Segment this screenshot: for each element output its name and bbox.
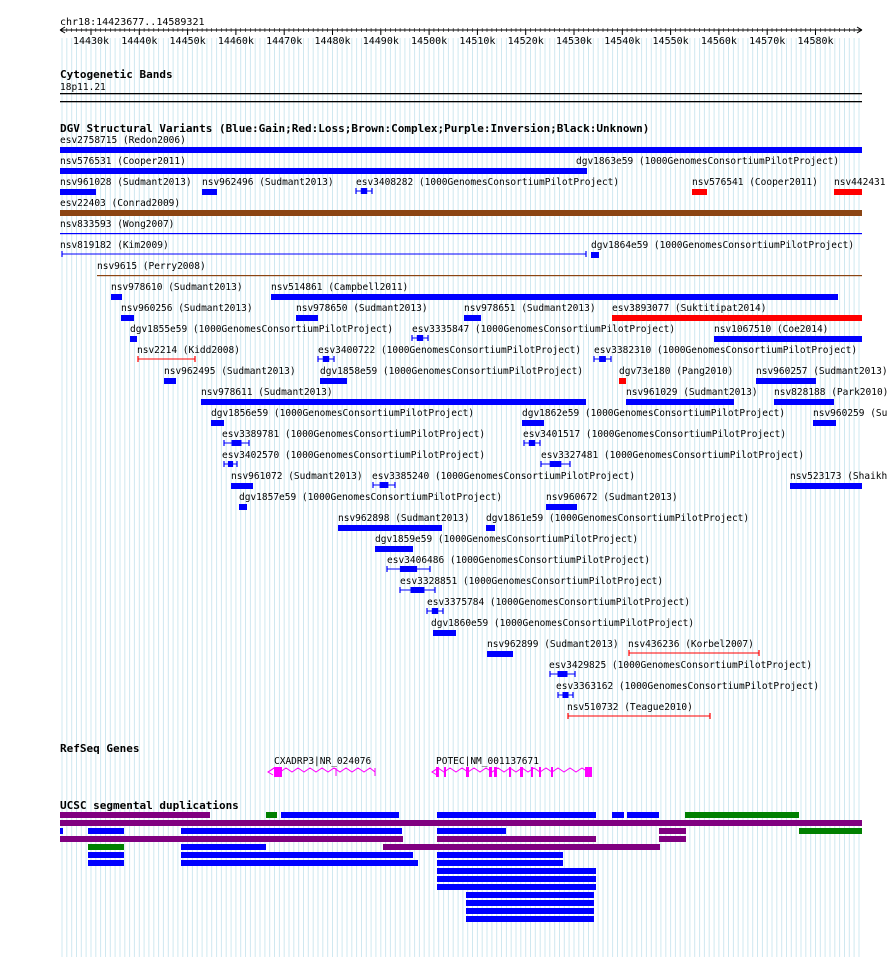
- refseq-exon: [539, 767, 541, 777]
- dgv-feature-label[interactable]: nsv576531 (Cooper2011): [60, 156, 186, 167]
- segdup-block[interactable]: [181, 860, 418, 866]
- segdup-block[interactable]: [437, 836, 596, 842]
- dgv-feature-label[interactable]: dgv1855e59 (1000GenomesConsortiumPilotProject): [130, 324, 394, 335]
- segdup-block[interactable]: [181, 828, 402, 834]
- cytoband-line-bottom: [60, 101, 862, 102]
- dgv-feature-core: [361, 188, 367, 194]
- dgv-feature-label[interactable]: nsv1067510 (Coe2014): [714, 324, 829, 335]
- dgv-feature-label[interactable]: nsv819182 (Kim2009): [60, 240, 169, 251]
- dgv-feature-block[interactable]: [487, 651, 513, 657]
- dgv-feature-block[interactable]: [296, 315, 318, 321]
- ruler-tick-label: 14500k: [411, 36, 448, 47]
- segdup-block[interactable]: [437, 828, 506, 834]
- dgv-feature-label[interactable]: esv3327481 (1000GenomesConsortiumPilotProject): [541, 450, 805, 461]
- dgv-feature-label[interactable]: nsv960672 (Sudmant2013): [546, 492, 678, 503]
- segdup-block[interactable]: [466, 892, 594, 898]
- dgv-feature-label[interactable]: esv3401517 (1000GenomesConsortiumPilotProject): [523, 429, 787, 440]
- segdup-block[interactable]: [181, 852, 413, 858]
- dgv-feature-block[interactable]: [338, 525, 442, 531]
- dgv-feature-label[interactable]: esv3328851 (1000GenomesConsortiumPilotProject): [400, 576, 664, 587]
- ruler-tick-label: 14460k: [217, 36, 254, 47]
- dgv-feature-block[interactable]: [612, 315, 862, 321]
- dgv-feature[interactable]: [431, 618, 694, 636]
- dgv-feature-block[interactable]: [231, 483, 253, 489]
- dgv-feature-block[interactable]: [774, 399, 834, 405]
- dgv-feature[interactable]: [546, 492, 678, 510]
- dgv-feature-label[interactable]: esv3408282 (1000GenomesConsortiumPilotProject): [356, 177, 620, 188]
- dgv-feature-core: [411, 587, 425, 593]
- dgv-feature[interactable]: [231, 471, 363, 489]
- segdup-block[interactable]: [466, 900, 594, 906]
- dgv-feature-label[interactable]: nsv442431: [834, 177, 886, 188]
- dgv-feature-block[interactable]: [239, 504, 247, 510]
- dgv-feature-label[interactable]: nsv510732 (Teague2010): [567, 702, 693, 713]
- refseq-exon: [274, 767, 282, 777]
- dgv-feature-label[interactable]: nsv2214 (Kidd2008): [137, 345, 240, 356]
- dgv-feature-block[interactable]: [111, 294, 122, 300]
- dgv-feature-label[interactable]: esv3429825 (1000GenomesConsortiumPilotProject): [549, 660, 813, 671]
- refseq-exon: [509, 767, 511, 777]
- dgv-feature-core: [558, 671, 568, 677]
- segdup-block[interactable]: [685, 812, 799, 818]
- dgv-feature-label[interactable]: dgv1858e59 (1000GenomesConsortiumPilotProject): [320, 366, 584, 377]
- dgv-feature-label[interactable]: esv3335847 (1000GenomesConsortiumPilotProject): [412, 324, 676, 335]
- segdup-block[interactable]: [799, 828, 862, 834]
- refseq-track-title[interactable]: RefSeq Genes: [60, 742, 140, 755]
- dgv-feature[interactable]: [523, 429, 786, 446]
- segdup-block[interactable]: [437, 884, 596, 890]
- segdup-block[interactable]: [88, 844, 124, 850]
- dgv-feature-block[interactable]: [790, 483, 862, 489]
- dgv-feature-label[interactable]: nsv978650 (Sudmant2013): [296, 303, 428, 314]
- segdup-block[interactable]: [659, 828, 686, 834]
- dgv-feature-core: [228, 461, 233, 467]
- refseq-exon: [489, 767, 492, 777]
- dgv-feature-block[interactable]: [60, 147, 862, 153]
- dgv-feature-block[interactable]: [591, 252, 599, 258]
- dgv-feature-label[interactable]: nsv978610 (Sudmant2013): [111, 282, 243, 293]
- refseq-exon: [466, 767, 469, 777]
- segdup-block[interactable]: [659, 836, 686, 842]
- dgv-feature-label[interactable]: nsv978651 (Sudmant2013): [464, 303, 596, 314]
- dgv-feature-core: [563, 692, 569, 698]
- segdup-block[interactable]: [88, 852, 124, 858]
- dgv-feature-core: [400, 566, 417, 572]
- dgv-feature-block[interactable]: [164, 378, 176, 384]
- dgv-feature[interactable]: [60, 135, 862, 153]
- dgv-feature-core: [599, 356, 606, 362]
- segdup-block[interactable]: [60, 812, 210, 818]
- ruler-tick-label: 14530k: [555, 36, 593, 47]
- segdup-block[interactable]: [60, 828, 63, 834]
- refseq-exon: [520, 767, 523, 777]
- dgv-feature[interactable]: [111, 282, 243, 300]
- dgv-feature[interactable]: [790, 471, 887, 489]
- dgv-feature-core: [529, 440, 535, 446]
- dgv-feature[interactable]: [487, 639, 619, 657]
- dgv-feature-label[interactable]: nsv828188 (Park2010): [774, 387, 889, 398]
- dgv-feature-label[interactable]: esv3402570 (1000GenomesConsortiumPilotProject): [222, 450, 486, 461]
- segdup-block[interactable]: [281, 812, 399, 818]
- ruler-tick-label: 14450k: [169, 36, 206, 47]
- dgv-feature-label[interactable]: nsv960257 (Sudmant2013): [756, 366, 888, 377]
- dgv-features[interactable]: [60, 135, 888, 719]
- dgv-feature-label[interactable]: esv3375784 (1000GenomesConsortiumPilotProject): [427, 597, 691, 608]
- segdup-block[interactable]: [383, 844, 660, 850]
- cytoband-track-title[interactable]: Cytogenetic Bands: [60, 68, 173, 81]
- segdup-features[interactable]: [60, 812, 862, 922]
- dgv-feature[interactable]: [222, 429, 485, 446]
- dgv-feature-label[interactable]: esv3400722 (1000GenomesConsortiumPilotProject): [318, 345, 582, 356]
- dgv-feature[interactable]: [320, 366, 583, 384]
- refseq-exon: [436, 767, 439, 777]
- ruler-tick-label: 14580k: [797, 36, 834, 47]
- dgv-feature-label[interactable]: dgv1863e59 (1000GenomesConsortiumPilotProject): [576, 156, 840, 167]
- refseq-exon: [444, 767, 446, 777]
- refseq-exon: [531, 767, 533, 777]
- dgv-feature-label[interactable]: esv3385240 (1000GenomesConsortiumPilotProject): [372, 471, 636, 482]
- segdup-block[interactable]: [181, 844, 266, 850]
- segdup-block[interactable]: [88, 828, 124, 834]
- dgv-feature-block[interactable]: [271, 294, 838, 300]
- location-label: chr18:14423677..14589321: [60, 17, 205, 28]
- dgv-feature[interactable]: [427, 597, 690, 614]
- refseq-exon: [585, 767, 592, 777]
- segdup-block[interactable]: [466, 916, 594, 922]
- dgv-feature-block[interactable]: [619, 378, 626, 384]
- refseq-gene-label[interactable]: POTEC|NM_001137671: [436, 756, 539, 767]
- ruler-tick-label: 14550k: [652, 36, 689, 47]
- dgv-feature[interactable]: [612, 303, 862, 321]
- dgv-feature-label[interactable]: nsv962495 (Sudmant2013): [164, 366, 296, 377]
- dgv-feature-core: [432, 608, 438, 614]
- dgv-feature[interactable]: [60, 177, 192, 195]
- dgv-feature-block[interactable]: [522, 420, 544, 426]
- dgv-feature-block[interactable]: [756, 378, 816, 384]
- dgv-feature[interactable]: [591, 240, 854, 258]
- dgv-feature[interactable]: [756, 366, 888, 384]
- segdup-block[interactable]: [437, 868, 596, 874]
- dgv-feature-label[interactable]: dgv73e180 (Pang2010): [619, 366, 734, 377]
- refseq-exon: [494, 767, 497, 777]
- dgv-feature-label[interactable]: nsv961029 (Sudmant2013): [626, 387, 758, 398]
- refseq-exon: [551, 767, 553, 777]
- dgv-feature-block[interactable]: [375, 546, 413, 552]
- dgv-feature-label[interactable]: nsv9615 (Perry2008): [97, 261, 206, 272]
- ruler-tick-label: 14440k: [121, 36, 158, 47]
- dgv-track-title[interactable]: DGV Structural Variants (Blue:Gain;Red:Loss;Brown:Complex;Purple:Inversion;Black:Unknown): [60, 122, 650, 135]
- dgv-feature-label[interactable]: dgv1859e59 (1000GenomesConsortiumPilotProject): [375, 534, 639, 545]
- dgv-feature-block[interactable]: [60, 168, 587, 174]
- refseq-gene[interactable]: [432, 756, 592, 777]
- dgv-feature-core: [550, 461, 562, 467]
- dgv-feature-line[interactable]: [97, 275, 862, 276]
- dgv-feature-label[interactable]: nsv962898 (Sudmant2013): [338, 513, 470, 524]
- segdup-block[interactable]: [437, 812, 596, 818]
- ruler-tick-label: 14490k: [362, 36, 399, 47]
- dgv-feature-block[interactable]: [211, 420, 224, 426]
- dgv-feature-label[interactable]: dgv1860e59 (1000GenomesConsortiumPilotProject): [431, 618, 695, 629]
- dgv-feature-label[interactable]: esv22403 (Conrad2009): [60, 198, 181, 209]
- dgv-feature[interactable]: [464, 303, 596, 321]
- segdup-block[interactable]: [437, 860, 563, 866]
- dgv-feature-block[interactable]: [60, 210, 862, 216]
- dgv-feature-block[interactable]: [60, 189, 96, 195]
- segdup-block[interactable]: [88, 860, 124, 866]
- dgv-feature-block[interactable]: [546, 504, 577, 510]
- dgv-feature-label[interactable]: nsv960259 (Su: [813, 408, 888, 419]
- segdup-block[interactable]: [612, 812, 624, 818]
- dgv-feature-label[interactable]: dgv1864e59 (1000GenomesConsortiumPilotProject): [591, 240, 855, 251]
- ruler[interactable]: [60, 27, 862, 47]
- dgv-feature[interactable]: [522, 408, 785, 426]
- dgv-feature-block[interactable]: [714, 336, 862, 342]
- dgv-feature-core: [232, 440, 242, 446]
- dgv-feature[interactable]: [338, 513, 470, 531]
- dgv-feature[interactable]: [594, 345, 857, 362]
- segdup-block[interactable]: [627, 812, 659, 818]
- dgv-feature-label[interactable]: esv3382310 (1000GenomesConsortiumPilotProject): [594, 345, 858, 356]
- dgv-feature-label[interactable]: esv3363162 (1000GenomesConsortiumPilotProject): [556, 681, 820, 692]
- cytoband-line-top: [60, 93, 862, 94]
- segdup-block[interactable]: [266, 812, 277, 818]
- dgv-feature-label[interactable]: nsv833593 (Wong2007): [60, 219, 175, 230]
- segdup-block[interactable]: [437, 876, 596, 882]
- dgv-feature[interactable]: [774, 387, 888, 405]
- refseq-gene-label[interactable]: CXADRP3|NR_024076: [274, 756, 372, 767]
- dgv-feature[interactable]: [201, 387, 586, 405]
- cytoband-label: 18p11.21: [60, 82, 106, 93]
- dgv-feature-core: [417, 335, 423, 341]
- dgv-feature-label[interactable]: nsv514861 (Campbell2011): [271, 282, 409, 293]
- dgv-feature-label[interactable]: dgv1862e59 (1000GenomesConsortiumPilotProject): [522, 408, 786, 419]
- dgv-feature[interactable]: [130, 324, 393, 342]
- dgv-feature-block[interactable]: [486, 525, 495, 531]
- dgv-feature-label[interactable]: esv2758715 (Redon2006): [60, 135, 186, 146]
- dgv-feature-label[interactable]: nsv961028 (Sudmant2013): [60, 177, 192, 188]
- dgv-feature[interactable]: [576, 156, 839, 174]
- dgv-feature-core: [323, 356, 329, 362]
- dgv-feature[interactable]: [628, 639, 759, 656]
- ruler-tick-label: 14510k: [459, 36, 496, 47]
- segdup-block[interactable]: [60, 820, 862, 826]
- dgv-feature-block[interactable]: [834, 189, 862, 195]
- ruler-tick-label: 14470k: [266, 36, 303, 47]
- dgv-feature[interactable]: [222, 450, 485, 467]
- dgv-feature-block[interactable]: [576, 168, 587, 174]
- segdup-block[interactable]: [437, 852, 563, 858]
- dgv-feature-line[interactable]: [60, 233, 862, 234]
- refseq-features[interactable]: [268, 756, 592, 777]
- dgv-feature-label[interactable]: dgv1861e59 (1000GenomesConsortiumPilotProject): [486, 513, 750, 524]
- dgv-feature[interactable]: [60, 198, 862, 216]
- dgv-feature-label[interactable]: nsv962899 (Sudmant2013): [487, 639, 619, 650]
- dgv-feature-label[interactable]: nsv961072 (Sudmant2013): [231, 471, 363, 482]
- ruler-tick-label: 14540k: [604, 36, 641, 47]
- dgv-feature-block[interactable]: [130, 336, 137, 342]
- ruler-tick-label: 14560k: [700, 36, 737, 47]
- dgv-feature[interactable]: [813, 408, 887, 426]
- dgv-feature-label[interactable]: nsv436236 (Korbel2007): [628, 639, 754, 650]
- ruler-tick-label: 14570k: [749, 36, 786, 47]
- ruler-tick-label: 14480k: [314, 36, 351, 47]
- dgv-feature-label[interactable]: nsv960256 (Sudmant2013): [121, 303, 253, 314]
- dgv-feature-block[interactable]: [433, 630, 456, 636]
- dgv-feature[interactable]: [567, 702, 710, 719]
- dgv-feature[interactable]: [164, 366, 296, 384]
- dgv-feature[interactable]: [400, 576, 663, 593]
- dgv-feature[interactable]: [541, 450, 804, 467]
- dgv-feature[interactable]: [318, 345, 581, 362]
- dgv-feature[interactable]: [60, 219, 862, 234]
- segdup-track-title[interactable]: UCSC segmental duplications: [60, 799, 239, 812]
- ruler-tick-label: 14430k: [72, 36, 110, 47]
- dgv-feature-block[interactable]: [320, 378, 347, 384]
- dgv-feature-core: [380, 482, 389, 488]
- dgv-feature-block[interactable]: [464, 315, 481, 321]
- dgv-feature-block[interactable]: [626, 399, 734, 405]
- dgv-feature-label[interactable]: nsv523173 (Shaikh: [790, 471, 888, 482]
- ruler-tick-label: 14520k: [507, 36, 544, 47]
- dgv-feature-label[interactable]: esv3893077 (Suktitipat2014): [612, 303, 767, 314]
- dgv-feature[interactable]: [121, 303, 253, 321]
- dgv-feature-label[interactable]: dgv1857e59 (1000GenomesConsortiumPilotProject): [239, 492, 503, 503]
- dgv-feature[interactable]: [372, 471, 635, 488]
- dgv-feature[interactable]: [556, 681, 819, 698]
- dgv-feature-block[interactable]: [202, 189, 217, 195]
- dgv-feature-label[interactable]: nsv576541 (Cooper2011): [692, 177, 818, 188]
- dgv-feature-block[interactable]: [201, 399, 586, 405]
- dgv-feature-label[interactable]: esv3406486 (1000GenomesConsortiumPilotProject): [387, 555, 651, 566]
- segdup-block[interactable]: [60, 836, 403, 842]
- segdup-block[interactable]: [466, 908, 594, 914]
- dgv-feature[interactable]: [387, 555, 650, 572]
- dgv-feature[interactable]: [412, 324, 675, 341]
- dgv-feature-block[interactable]: [121, 315, 134, 321]
- dgv-feature[interactable]: [619, 366, 733, 384]
- dgv-feature-label[interactable]: nsv962496 (Sudmant2013): [202, 177, 334, 188]
- dgv-feature-block[interactable]: [692, 189, 707, 195]
- dgv-feature[interactable]: [137, 345, 240, 362]
- dgv-feature[interactable]: [692, 177, 818, 195]
- dgv-feature[interactable]: [834, 177, 886, 195]
- dgv-feature-block[interactable]: [813, 420, 836, 426]
- dgv-feature-label[interactable]: nsv978611 (Sudmant2013): [201, 387, 333, 398]
- dgv-feature-label[interactable]: dgv1856e59 (1000GenomesConsortiumPilotProject): [211, 408, 475, 419]
- dgv-feature[interactable]: [60, 156, 587, 174]
- dgv-feature-label[interactable]: esv3389781 (1000GenomesConsortiumPilotProject): [222, 429, 486, 440]
